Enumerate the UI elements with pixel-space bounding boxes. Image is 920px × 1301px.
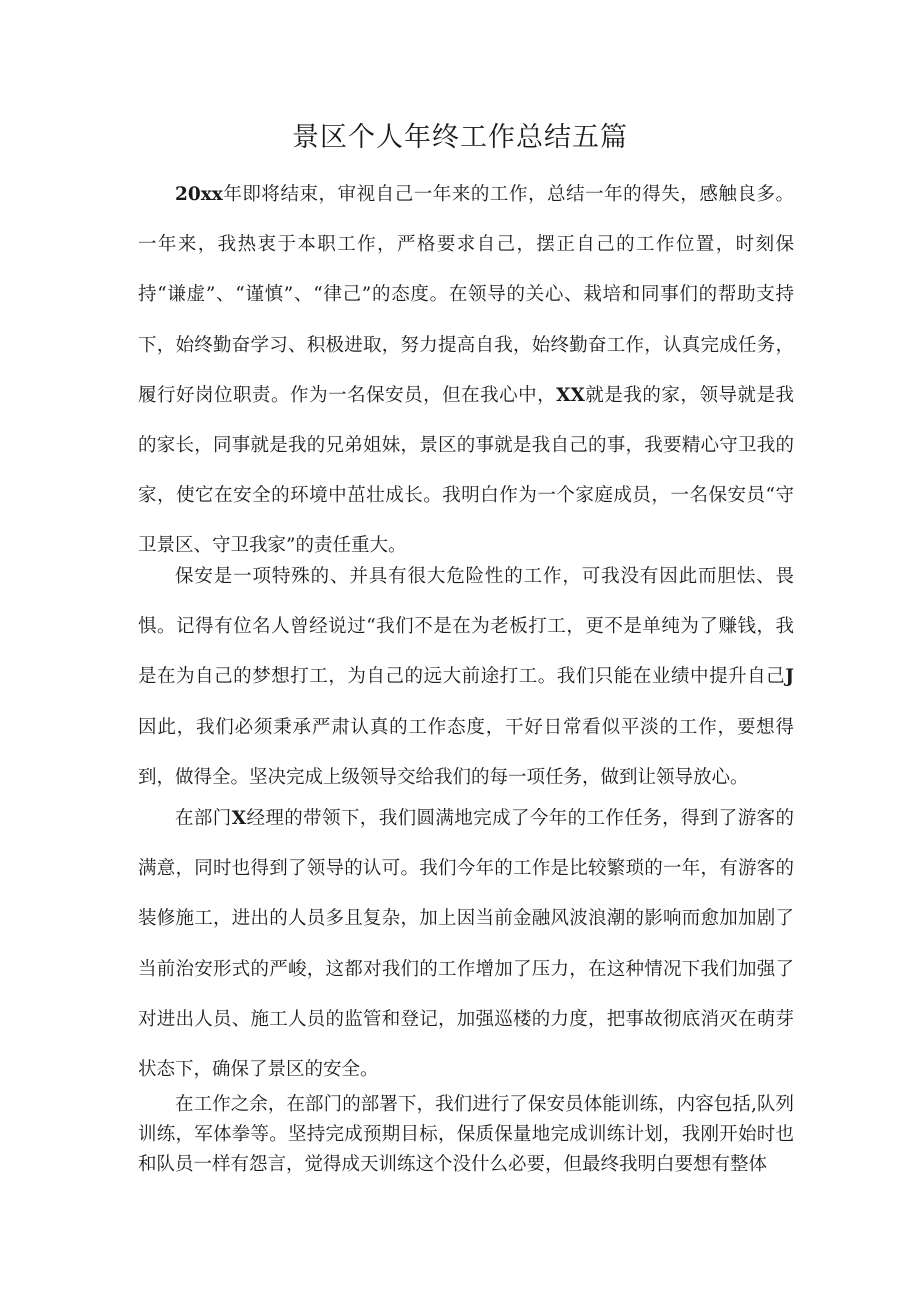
paragraph-1 — [138, 170, 794, 572]
paragraph-3-text-a: 在部门 — [175, 808, 232, 829]
paragraph-3-text-b: 经理的带领下，我们圆满地完成了今年的工作任务，得到了游客的满意，同时也得到了领导的认可。我们今年的工作是比较繁琐的一年，有游客的装修施工，进出的人员多且复杂，加上因当前金融风波浪潮的影响而愈加加剧了当前治安形式的严峻，这都对我们的工作增加了压力，在这种情况下我们加强了对进出人员、施工人员的监管和登记，加强巡楼的力度，把事故彻底消灭在萌芽状态下，确保了景区的安全。 — [138, 808, 794, 1081]
paragraph-2 — [138, 552, 794, 803]
paragraph-3 — [138, 794, 794, 1095]
paragraph-1-text-b: 就是我的家，领导就是我的家长，同事就是我的兄弟姐妹，景区的事就是我自己的事，我要精心守卫我的家，使它在安全的环境中茁壮成长。我明白作为一个家庭成员，一名保安员“守卫景区、守卫我家”的责任重大。 — [138, 384, 794, 557]
stray-mark: J — [785, 666, 794, 688]
year-lead: 20xx — [175, 184, 223, 205]
paragraph-1-text-a: 年即将结束，审视自己一年来的工作，总结一年的得失，感触良多。一年来，我热衷于本职工作，严格要求自己，摆正自己的工作位置，时刻保持“谦虚”、“谨慎”、“律己”的态度。在领导的关心、栽培和同事们的帮助支持下，始终勤奋学习、积极进取，努力提高自我，始终勤奋工作，认真完成任务，履行好岗位职责。作为一名保安员，但在我心中， — [138, 184, 794, 406]
paragraph-4: 在工作之余，在部门的部署下，我们进行了保安员体能训练，内容包括,队列训练，军体拳等。坚持完成预期目标，保质保量地完成训练计划，我刚开始时也和队员一样有怨言，觉得成天训练这个没什么必要，但最终我明白要想有整体 — [138, 1094, 794, 1175]
scenic-area-mark: XX — [556, 384, 585, 406]
document-title: 景区个人年终工作总结五篇 — [292, 122, 628, 153]
paragraph-2-text-a: 保安是一项特殊的、并具有很大危险性的工作，可我没有因此而胆怯、畏惧。记得有位名人曾经说过“我们不是在为老板打工，更不是单纯为了赚钱，我是在为自己的梦想打工，为自己的远大前途打工。我们只能在业绩中提升自己 — [138, 566, 794, 688]
paragraph-2-text-b: 因此，我们必须秉承严肃认真的工作态度，干好日常看似平淡的工作，要想得到，做得全。坚决完成上级领导交给我们的每一项任务，做到让领导放心。 — [138, 716, 794, 788]
manager-mark: X — [231, 808, 247, 829]
